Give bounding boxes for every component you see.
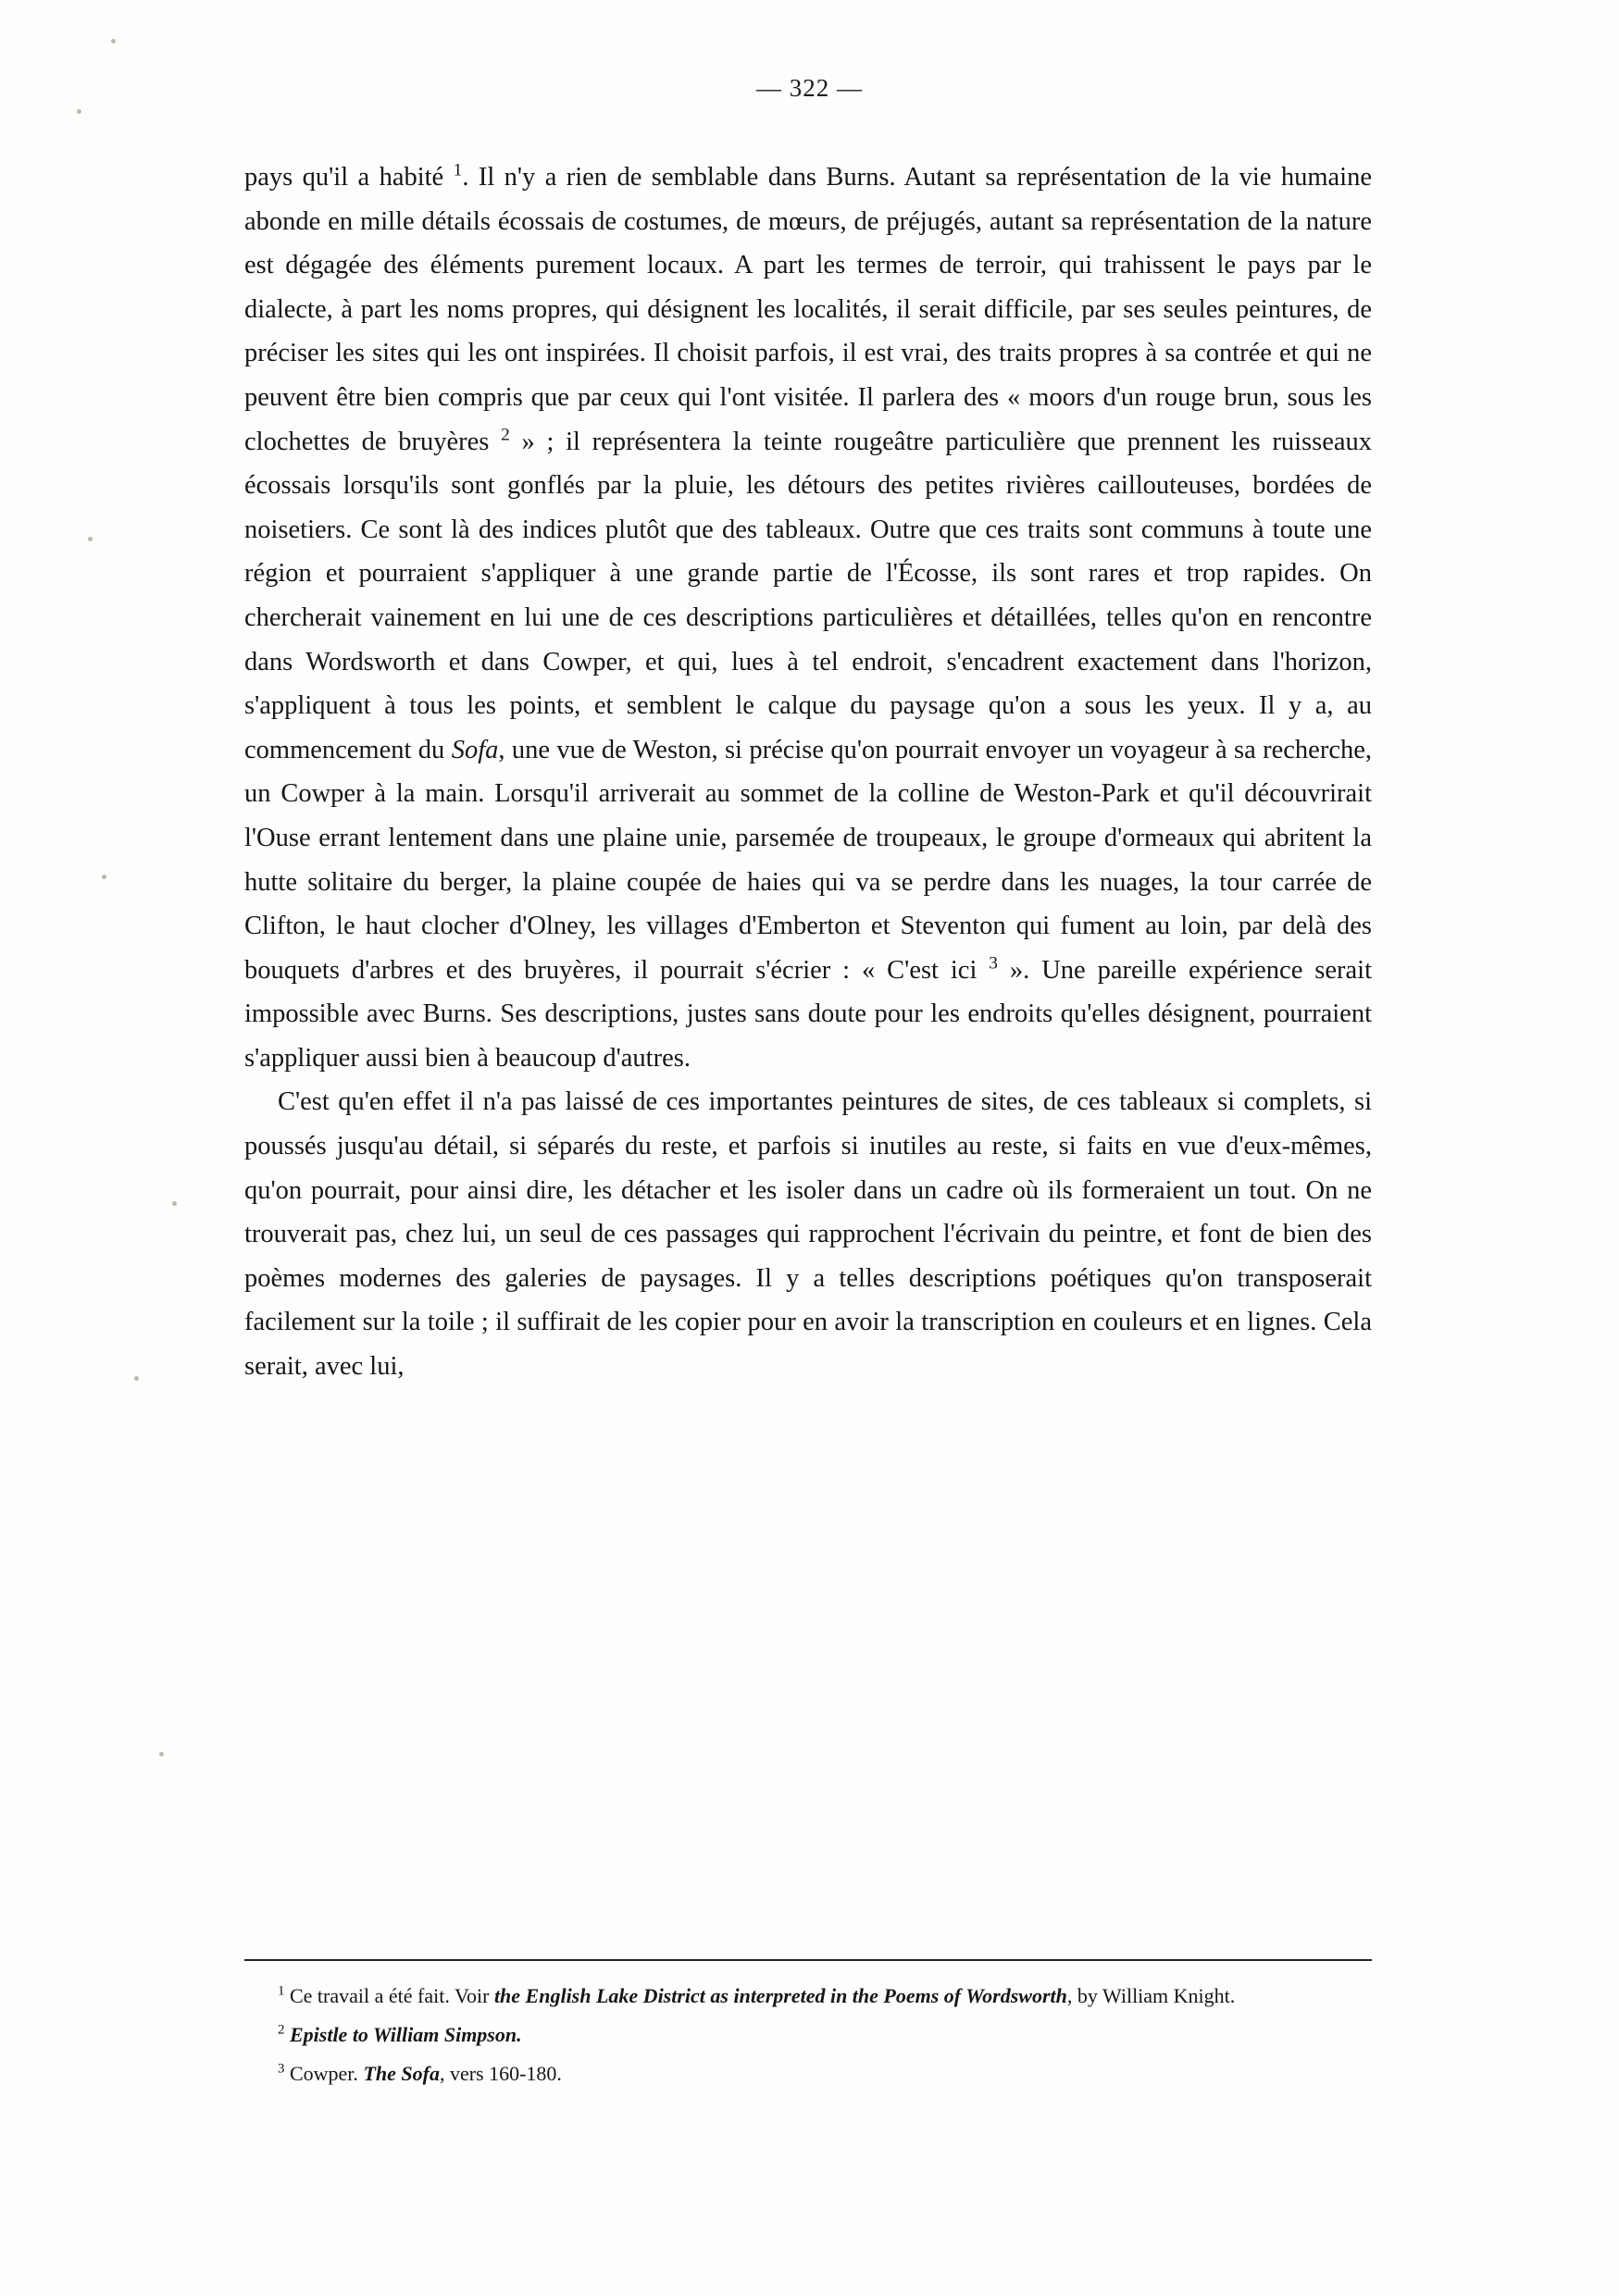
paragraph-1: pays qu'il a habité $^1$. Il n'y a rien de semblable dans Burns. Autant sa représentation de la vie humaine abonde en mille détails écossais de costumes, de mœurs, de préjugés, autant sa représentation de la nature est dégagée des éléments purement locaux. A part les termes de terroir, qui trahissent le pays par le dialecte, à part les noms propres, qui désignent les localités, il serait difficile, par ses seules peintures, de préciser les sites qui les ont inspirées. Il choisit parfois, il est vrai, des traits propres à sa contrée et qui ne peuvent être bien compris que par ceux qui l'ont visitée. Il parlera des « moors d'un rouge brun, sous les clochettes de bruyères $^2$ » ; il représentera la teinte rougeâtre particulière que prennent les ruisseaux écossais lorsqu'ils sont gonflés par la pluie, les détours des petites rivières caillouteuses, bordées de noisetiers. Ce sont là des indices plutôt que des tableaux. Outre que ces traits sont communs à toute une région et pourraient s'appliquer à une grande partie de l'Écosse, ils sont rares et trop rapides. On chercherait vainement en lui une de ces descriptions particulières et détaillées, telles qu'on en rencontre dans Wordsworth et dans Cowper, et qui, lues à tel endroit, s'encadrent exactement dans l'horizon, s'appliquent à tous les points, et semblent le calque du paysage qu'on a sous les yeux. Il y a, au commencement du Sofa, une vue de Weston, si précise qu'on pourrait envoyer un voyageur à sa recherche, un Cowper à la main. Lorsqu'il arriverait au sommet de la colline de Weston-Park et qu'il découvrirait l'Ouse errant lentement dans une plaine unie, parsemée de troupeaux, le groupe d'ormeaux qui abritent la hutte solitaire du berger, la plaine coupée de haies qui va se perdre dans les nuages, la tour carrée de Clifton, le haut clocher d'Olney, les villages d'Emberton et Steventon qui fument au loin, par delà des bouquets d'arbres et des bruyères, il pourrait s'écrier : « C'est ici $^3$ ». Une pareille expérience serait impossible avec Burns. Ses descriptions, justes sans doute pour les endroits qu'elles désignent, pourraient s'appliquer aussi bien à beaucoup d'autres.: [244, 160, 1373, 1073]
scan-speckle: [172, 1201, 177, 1206]
footnote-3-title: The Sofa: [363, 2062, 440, 2085]
footnote-ref-2[interactable]: 2: [501, 425, 510, 445]
page-number: — 322 —: [756, 74, 863, 102]
footnote-ref-3[interactable]: 3: [989, 953, 998, 974]
paragraph-2: C'est qu'en effet il n'a pas laissé de ces importantes peintures de sites, de ces tableaux si complets, si poussés jusqu'au détail, si séparés du reste, et parfois si inutiles au reste, si faits en vue d'eux-mêmes, qu'on pourrait, pour ainsi dire, les détacher et les isoler dans un cadre où ils formeraient un tout. On ne trouverait pas, chez lui, un seul de ces passages qui rapprochent l'écrivain du peintre, et font de bien des poèmes modernes des galeries de paysages. Il y a telles descriptions poétiques qu'on transposerait facilement sur la toile ; il suffirait de les copier pour en avoir la transcription en couleurs et en lignes. Cela serait, avec lui,: [244, 1087, 1372, 1382]
scan-speckle: [111, 39, 116, 43]
scan-speckle: [102, 875, 106, 879]
body-text: [244, 155, 1372, 1389]
footnote-2-title: Epistle to William Simpson.: [289, 2023, 522, 2046]
footnote-marker-1: 1: [278, 1983, 285, 1999]
scan-speckle: [77, 109, 81, 114]
footnote-marker-2: 2: [278, 2022, 285, 2038]
italic-title-sofa: Sofa: [451, 735, 499, 764]
footnote-ref-1[interactable]: 1: [453, 160, 463, 180]
footnote-3: $^3$ Cowper. The Sofa, vers 160-180.: [278, 2061, 562, 2085]
footnotes: [244, 1980, 1372, 2097]
footnote-2: [244, 2019, 1372, 2050]
footnote-marker-3: 3: [278, 2061, 285, 2077]
scan-speckle: [134, 1376, 139, 1381]
scan-speckle: [88, 537, 93, 541]
footnote-divider: [244, 1959, 1372, 1961]
scan-speckle: [159, 1752, 164, 1756]
footnote-1: $^1$ Ce travail a été fait. Voir the English Lake District as interpreted in the Poems of Wordsworth, by William Knight.: [278, 1983, 1236, 2007]
footnote-1-title: the English Lake District as interpreted in the Poems of Wordsworth: [493, 1984, 1067, 2007]
